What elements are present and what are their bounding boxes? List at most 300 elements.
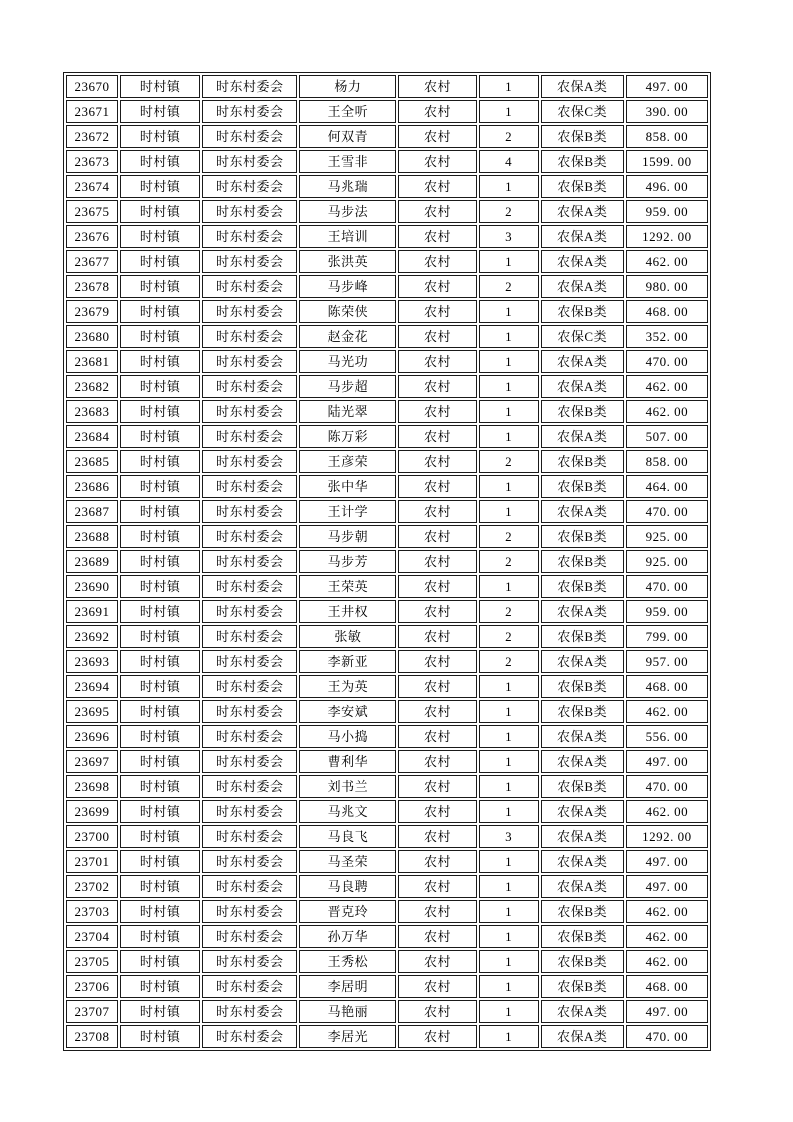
table-row [66, 525, 708, 548]
cell-town: 时村镇 [120, 1025, 200, 1048]
cell-insurance_category: 农保B类 [541, 950, 624, 973]
cell-residence_type: 农村 [398, 150, 476, 173]
cell-person_count: 1 [479, 725, 539, 748]
cell-record_id: 23707 [66, 1000, 118, 1023]
cell-insurance_category: 农保B类 [541, 575, 624, 598]
cell-town: 时村镇 [120, 75, 200, 98]
cell-village_committee: 时东村委会 [202, 275, 297, 298]
cell-town: 时村镇 [120, 825, 200, 848]
cell-residence_type: 农村 [398, 275, 476, 298]
cell-person_count: 1 [479, 325, 539, 348]
cell-person_name: 马艳丽 [299, 1000, 396, 1023]
cell-amount: 462. 00 [626, 250, 708, 273]
cell-person_count: 1 [479, 950, 539, 973]
table-row [66, 275, 708, 298]
cell-town: 时村镇 [120, 250, 200, 273]
cell-insurance_category: 农保A类 [541, 250, 624, 273]
cell-record_id: 23677 [66, 250, 118, 273]
cell-residence_type: 农村 [398, 700, 476, 723]
cell-village_committee: 时东村委会 [202, 200, 297, 223]
cell-record_id: 23700 [66, 825, 118, 848]
cell-town: 时村镇 [120, 675, 200, 698]
table-row [66, 950, 708, 973]
cell-record_id: 23681 [66, 350, 118, 373]
table-row [66, 700, 708, 723]
cell-person_name: 王计学 [299, 500, 396, 523]
cell-town: 时村镇 [120, 725, 200, 748]
cell-town: 时村镇 [120, 425, 200, 448]
cell-village_committee: 时东村委会 [202, 625, 297, 648]
table-row [66, 375, 708, 398]
cell-town: 时村镇 [120, 525, 200, 548]
cell-insurance_category: 农保B类 [541, 675, 624, 698]
cell-person_count: 1 [479, 675, 539, 698]
table-row [66, 850, 708, 873]
table-row [66, 1000, 708, 1023]
cell-residence_type: 农村 [398, 225, 476, 248]
cell-town: 时村镇 [120, 600, 200, 623]
cell-person_name: 王为英 [299, 675, 396, 698]
cell-residence_type: 农村 [398, 500, 476, 523]
cell-village_committee: 时东村委会 [202, 725, 297, 748]
cell-person_count: 2 [479, 125, 539, 148]
cell-person_name: 曹利华 [299, 750, 396, 773]
cell-person_count: 2 [479, 600, 539, 623]
cell-village_committee: 时东村委会 [202, 975, 297, 998]
cell-residence_type: 农村 [398, 350, 476, 373]
cell-insurance_category: 农保A类 [541, 350, 624, 373]
cell-insurance_category: 农保B类 [541, 150, 624, 173]
cell-amount: 462. 00 [626, 375, 708, 398]
table-row [66, 900, 708, 923]
cell-person_name: 马良聘 [299, 875, 396, 898]
cell-person_count: 2 [479, 625, 539, 648]
table-row [66, 75, 708, 98]
cell-person_name: 王秀松 [299, 950, 396, 973]
cell-record_id: 23675 [66, 200, 118, 223]
table-row [66, 825, 708, 848]
cell-person_name: 王全听 [299, 100, 396, 123]
cell-village_committee: 时东村委会 [202, 600, 297, 623]
table-row [66, 550, 708, 573]
cell-insurance_category: 农保A类 [541, 1025, 624, 1048]
table-row [66, 725, 708, 748]
cell-amount: 462. 00 [626, 950, 708, 973]
cell-person_count: 1 [479, 475, 539, 498]
cell-village_committee: 时东村委会 [202, 250, 297, 273]
cell-insurance_category: 农保B类 [541, 625, 624, 648]
cell-village_committee: 时东村委会 [202, 1000, 297, 1023]
cell-town: 时村镇 [120, 300, 200, 323]
cell-person_count: 1 [479, 975, 539, 998]
cell-amount: 1292. 00 [626, 825, 708, 848]
cell-record_id: 23705 [66, 950, 118, 973]
cell-town: 时村镇 [120, 175, 200, 198]
cell-amount: 980. 00 [626, 275, 708, 298]
cell-village_committee: 时东村委会 [202, 875, 297, 898]
cell-village_committee: 时东村委会 [202, 175, 297, 198]
cell-person_name: 王培训 [299, 225, 396, 248]
cell-record_id: 23694 [66, 675, 118, 698]
cell-residence_type: 农村 [398, 400, 476, 423]
cell-amount: 799. 00 [626, 625, 708, 648]
cell-insurance_category: 农保A类 [541, 875, 624, 898]
cell-person_count: 1 [479, 100, 539, 123]
cell-residence_type: 农村 [398, 875, 476, 898]
cell-village_committee: 时东村委会 [202, 100, 297, 123]
cell-amount: 497. 00 [626, 850, 708, 873]
cell-amount: 858. 00 [626, 125, 708, 148]
cell-town: 时村镇 [120, 800, 200, 823]
table-row [66, 775, 708, 798]
cell-village_committee: 时东村委会 [202, 950, 297, 973]
table-row [66, 875, 708, 898]
table-row [66, 625, 708, 648]
cell-town: 时村镇 [120, 475, 200, 498]
table-row [66, 600, 708, 623]
cell-residence_type: 农村 [398, 625, 476, 648]
cell-town: 时村镇 [120, 700, 200, 723]
cell-village_committee: 时东村委会 [202, 500, 297, 523]
cell-amount: 462. 00 [626, 900, 708, 923]
cell-record_id: 23672 [66, 125, 118, 148]
cell-person_name: 王彦荣 [299, 450, 396, 473]
cell-insurance_category: 农保C类 [541, 100, 624, 123]
cell-village_committee: 时东村委会 [202, 925, 297, 948]
cell-person_count: 1 [479, 900, 539, 923]
cell-amount: 1599. 00 [626, 150, 708, 173]
cell-person_name: 王雪非 [299, 150, 396, 173]
cell-record_id: 23676 [66, 225, 118, 248]
cell-person_name: 马兆瑞 [299, 175, 396, 198]
cell-town: 时村镇 [120, 750, 200, 773]
cell-residence_type: 农村 [398, 900, 476, 923]
cell-residence_type: 农村 [398, 250, 476, 273]
cell-village_committee: 时东村委会 [202, 525, 297, 548]
cell-record_id: 23698 [66, 775, 118, 798]
cell-record_id: 23679 [66, 300, 118, 323]
cell-insurance_category: 农保B类 [541, 900, 624, 923]
cell-village_committee: 时东村委会 [202, 350, 297, 373]
cell-residence_type: 农村 [398, 650, 476, 673]
cell-amount: 470. 00 [626, 350, 708, 373]
cell-insurance_category: 农保B类 [541, 175, 624, 198]
cell-record_id: 23673 [66, 150, 118, 173]
cell-residence_type: 农村 [398, 475, 476, 498]
cell-insurance_category: 农保B类 [541, 300, 624, 323]
cell-record_id: 23701 [66, 850, 118, 873]
cell-village_committee: 时东村委会 [202, 375, 297, 398]
table-row [66, 400, 708, 423]
benefit-roster-table [63, 72, 711, 1051]
cell-amount: 462. 00 [626, 700, 708, 723]
cell-insurance_category: 农保A类 [541, 1000, 624, 1023]
cell-person_count: 2 [479, 550, 539, 573]
cell-amount: 462. 00 [626, 925, 708, 948]
cell-amount: 462. 00 [626, 800, 708, 823]
cell-town: 时村镇 [120, 650, 200, 673]
cell-town: 时村镇 [120, 200, 200, 223]
cell-amount: 497. 00 [626, 1000, 708, 1023]
cell-amount: 497. 00 [626, 875, 708, 898]
cell-person_name: 李安斌 [299, 700, 396, 723]
cell-town: 时村镇 [120, 450, 200, 473]
cell-town: 时村镇 [120, 875, 200, 898]
cell-insurance_category: 农保A类 [541, 225, 624, 248]
cell-record_id: 23680 [66, 325, 118, 348]
cell-village_committee: 时东村委会 [202, 650, 297, 673]
cell-insurance_category: 农保B类 [541, 550, 624, 573]
cell-record_id: 23684 [66, 425, 118, 448]
cell-insurance_category: 农保C类 [541, 325, 624, 348]
cell-residence_type: 农村 [398, 300, 476, 323]
cell-record_id: 23678 [66, 275, 118, 298]
cell-person_name: 李新亚 [299, 650, 396, 673]
cell-amount: 352. 00 [626, 325, 708, 348]
cell-village_committee: 时东村委会 [202, 425, 297, 448]
cell-amount: 468. 00 [626, 675, 708, 698]
cell-record_id: 23670 [66, 75, 118, 98]
cell-insurance_category: 农保B类 [541, 400, 624, 423]
cell-amount: 959. 00 [626, 600, 708, 623]
cell-record_id: 23693 [66, 650, 118, 673]
cell-residence_type: 农村 [398, 725, 476, 748]
cell-residence_type: 农村 [398, 375, 476, 398]
cell-town: 时村镇 [120, 350, 200, 373]
cell-person_count: 1 [479, 850, 539, 873]
cell-person_count: 1 [479, 875, 539, 898]
cell-person_count: 1 [479, 375, 539, 398]
cell-person_name: 王井权 [299, 600, 396, 623]
cell-town: 时村镇 [120, 275, 200, 298]
cell-amount: 468. 00 [626, 975, 708, 998]
cell-record_id: 23697 [66, 750, 118, 773]
cell-amount: 497. 00 [626, 75, 708, 98]
cell-residence_type: 农村 [398, 950, 476, 973]
cell-person_count: 1 [479, 350, 539, 373]
table-row [66, 1025, 708, 1048]
cell-village_committee: 时东村委会 [202, 550, 297, 573]
cell-residence_type: 农村 [398, 800, 476, 823]
cell-residence_type: 农村 [398, 525, 476, 548]
cell-person_count: 1 [479, 250, 539, 273]
table-row [66, 575, 708, 598]
cell-town: 时村镇 [120, 150, 200, 173]
cell-insurance_category: 农保B类 [541, 475, 624, 498]
cell-residence_type: 农村 [398, 1025, 476, 1048]
cell-person_name: 马圣荣 [299, 850, 396, 873]
cell-town: 时村镇 [120, 125, 200, 148]
table-row [66, 425, 708, 448]
cell-town: 时村镇 [120, 625, 200, 648]
cell-person_name: 杨力 [299, 75, 396, 98]
cell-amount: 925. 00 [626, 550, 708, 573]
cell-person_name: 刘书兰 [299, 775, 396, 798]
cell-insurance_category: 农保B类 [541, 525, 624, 548]
table-row [66, 925, 708, 948]
cell-residence_type: 农村 [398, 675, 476, 698]
cell-insurance_category: 农保A类 [541, 750, 624, 773]
cell-person_name: 李居明 [299, 975, 396, 998]
cell-residence_type: 农村 [398, 425, 476, 448]
cell-residence_type: 农村 [398, 200, 476, 223]
cell-village_committee: 时东村委会 [202, 125, 297, 148]
cell-residence_type: 农村 [398, 750, 476, 773]
cell-person_count: 1 [479, 750, 539, 773]
cell-amount: 497. 00 [626, 750, 708, 773]
cell-person_name: 马良飞 [299, 825, 396, 848]
cell-insurance_category: 农保B类 [541, 700, 624, 723]
cell-person_count: 2 [479, 525, 539, 548]
cell-town: 时村镇 [120, 775, 200, 798]
cell-record_id: 23690 [66, 575, 118, 598]
cell-person_count: 2 [479, 200, 539, 223]
cell-amount: 925. 00 [626, 525, 708, 548]
cell-amount: 470. 00 [626, 575, 708, 598]
cell-town: 时村镇 [120, 500, 200, 523]
table-row [66, 175, 708, 198]
cell-person_name: 李居光 [299, 1025, 396, 1048]
cell-record_id: 23702 [66, 875, 118, 898]
cell-insurance_category: 农保A类 [541, 275, 624, 298]
cell-residence_type: 农村 [398, 600, 476, 623]
cell-record_id: 23683 [66, 400, 118, 423]
cell-amount: 462. 00 [626, 400, 708, 423]
cell-village_committee: 时东村委会 [202, 825, 297, 848]
cell-person_count: 2 [479, 650, 539, 673]
cell-village_committee: 时东村委会 [202, 850, 297, 873]
cell-insurance_category: 农保B类 [541, 125, 624, 148]
cell-amount: 496. 00 [626, 175, 708, 198]
cell-person_name: 张敏 [299, 625, 396, 648]
cell-village_committee: 时东村委会 [202, 575, 297, 598]
cell-person_count: 3 [479, 225, 539, 248]
cell-person_count: 3 [479, 825, 539, 848]
cell-insurance_category: 农保A类 [541, 725, 624, 748]
cell-amount: 1292. 00 [626, 225, 708, 248]
cell-town: 时村镇 [120, 325, 200, 348]
cell-person_name: 赵金花 [299, 325, 396, 348]
cell-village_committee: 时东村委会 [202, 300, 297, 323]
cell-person_name: 马光功 [299, 350, 396, 373]
table-row [66, 150, 708, 173]
cell-person_count: 1 [479, 75, 539, 98]
cell-village_committee: 时东村委会 [202, 150, 297, 173]
cell-person_count: 1 [479, 425, 539, 448]
cell-record_id: 23686 [66, 475, 118, 498]
cell-residence_type: 农村 [398, 925, 476, 948]
cell-person_name: 陈万彩 [299, 425, 396, 448]
cell-person_name: 陆光翠 [299, 400, 396, 423]
cell-amount: 470. 00 [626, 1025, 708, 1048]
cell-insurance_category: 农保A类 [541, 200, 624, 223]
table-row [66, 350, 708, 373]
cell-person_count: 1 [479, 1025, 539, 1048]
cell-record_id: 23671 [66, 100, 118, 123]
cell-town: 时村镇 [120, 550, 200, 573]
cell-town: 时村镇 [120, 925, 200, 948]
cell-amount: 464. 00 [626, 475, 708, 498]
cell-residence_type: 农村 [398, 550, 476, 573]
cell-residence_type: 农村 [398, 100, 476, 123]
cell-record_id: 23691 [66, 600, 118, 623]
cell-amount: 390. 00 [626, 100, 708, 123]
cell-amount: 468. 00 [626, 300, 708, 323]
table-row [66, 200, 708, 223]
cell-town: 时村镇 [120, 100, 200, 123]
cell-village_committee: 时东村委会 [202, 450, 297, 473]
cell-person_count: 4 [479, 150, 539, 173]
cell-insurance_category: 农保A类 [541, 650, 624, 673]
cell-record_id: 23695 [66, 700, 118, 723]
cell-residence_type: 农村 [398, 325, 476, 348]
cell-person_name: 马兆文 [299, 800, 396, 823]
cell-person_name: 张洪英 [299, 250, 396, 273]
table-row [66, 975, 708, 998]
table-row [66, 250, 708, 273]
cell-record_id: 23682 [66, 375, 118, 398]
cell-record_id: 23685 [66, 450, 118, 473]
cell-amount: 470. 00 [626, 500, 708, 523]
cell-person_name: 孙万华 [299, 925, 396, 948]
cell-record_id: 23689 [66, 550, 118, 573]
table-row [66, 650, 708, 673]
cell-insurance_category: 农保A类 [541, 75, 624, 98]
table-row [66, 500, 708, 523]
cell-town: 时村镇 [120, 950, 200, 973]
cell-insurance_category: 农保A类 [541, 375, 624, 398]
cell-village_committee: 时东村委会 [202, 1025, 297, 1048]
cell-record_id: 23708 [66, 1025, 118, 1048]
cell-amount: 858. 00 [626, 450, 708, 473]
cell-person_name: 何双青 [299, 125, 396, 148]
cell-record_id: 23703 [66, 900, 118, 923]
cell-record_id: 23687 [66, 500, 118, 523]
cell-insurance_category: 农保A类 [541, 425, 624, 448]
table-row [66, 475, 708, 498]
cell-person_name: 马步法 [299, 200, 396, 223]
cell-town: 时村镇 [120, 400, 200, 423]
cell-village_committee: 时东村委会 [202, 800, 297, 823]
cell-person_name: 马步朝 [299, 525, 396, 548]
cell-record_id: 23692 [66, 625, 118, 648]
cell-town: 时村镇 [120, 225, 200, 248]
cell-person_count: 1 [479, 700, 539, 723]
cell-village_committee: 时东村委会 [202, 775, 297, 798]
table-row [66, 750, 708, 773]
cell-record_id: 23704 [66, 925, 118, 948]
cell-village_committee: 时东村委会 [202, 400, 297, 423]
cell-village_committee: 时东村委会 [202, 750, 297, 773]
table-row [66, 300, 708, 323]
cell-insurance_category: 农保A类 [541, 600, 624, 623]
cell-person_name: 陈荣侠 [299, 300, 396, 323]
cell-record_id: 23706 [66, 975, 118, 998]
cell-amount: 507. 00 [626, 425, 708, 448]
cell-insurance_category: 农保B类 [541, 450, 624, 473]
cell-residence_type: 农村 [398, 775, 476, 798]
cell-residence_type: 农村 [398, 850, 476, 873]
cell-residence_type: 农村 [398, 575, 476, 598]
cell-person_count: 1 [479, 575, 539, 598]
cell-residence_type: 农村 [398, 825, 476, 848]
cell-residence_type: 农村 [398, 975, 476, 998]
table-body [66, 75, 708, 1048]
cell-town: 时村镇 [120, 575, 200, 598]
cell-person_name: 晋克玲 [299, 900, 396, 923]
table-row [66, 325, 708, 348]
cell-village_committee: 时东村委会 [202, 75, 297, 98]
